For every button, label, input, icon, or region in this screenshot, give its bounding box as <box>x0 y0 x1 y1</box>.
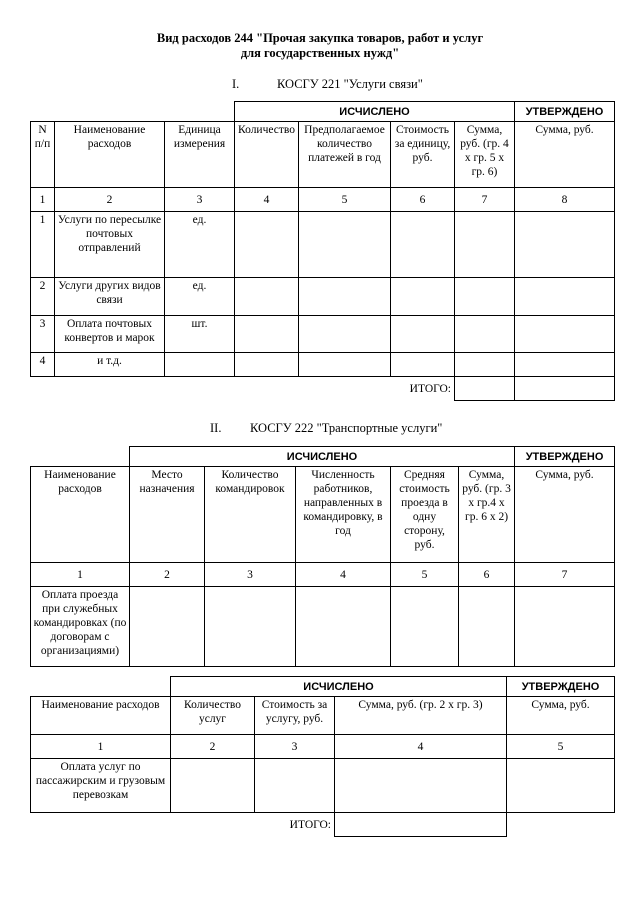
column-number: 4 <box>335 735 507 759</box>
column-header: Количество командировок <box>205 467 296 563</box>
empty-cell <box>296 587 391 667</box>
group-header-approved: УТВЕРЖДЕНО <box>507 677 615 697</box>
column-header: Численность работников, направленных в командировку, в год <box>296 467 391 563</box>
column-number: 6 <box>459 563 515 587</box>
column-number: 3 <box>255 735 335 759</box>
column-number: 4 <box>235 188 299 212</box>
column-header: Количество <box>235 122 299 188</box>
column-number: 5 <box>391 563 459 587</box>
empty-cell <box>515 278 615 316</box>
empty-cell <box>391 353 455 377</box>
form-title-line-1: Вид расходов 244 "Прочая закупка товаров, работ и услуг <box>156 31 484 45</box>
column-number: 3 <box>165 188 235 212</box>
column-header: Средняя стоимость проезда в одну сторону, руб. <box>391 467 459 563</box>
expense-name: Услуги по пересылке почтовых отправлений <box>55 212 165 278</box>
column-number: 1 <box>31 563 130 587</box>
column-header: Сумма, руб. (гр. 4 x гр. 5 x гр. 6) <box>455 122 515 188</box>
total-label: ИТОГО: <box>409 382 451 395</box>
expense-name: Услуги других видов связи <box>55 278 165 316</box>
empty-cell <box>391 212 455 278</box>
row-number: 3 <box>31 316 55 353</box>
table-transport-trips <box>30 446 615 667</box>
column-number: 2 <box>171 735 255 759</box>
column-header: Сумма, руб. <box>507 697 615 735</box>
empty-cell <box>507 759 615 813</box>
column-header: Сумма, руб. (гр. 2 x гр. 3) <box>335 697 507 735</box>
empty-cell <box>130 587 205 667</box>
column-number: 5 <box>507 735 615 759</box>
group-header-approved: УТВЕРЖДЕНО <box>515 447 615 467</box>
row-number: 4 <box>31 353 55 377</box>
empty-cell <box>515 316 615 353</box>
column-header: Стоимость за услугу, руб. <box>255 697 335 735</box>
section-1-number: I. <box>232 77 240 91</box>
column-number: 2 <box>55 188 165 212</box>
total-approved-cell <box>515 377 615 401</box>
column-number: 8 <box>515 188 615 212</box>
column-number: 3 <box>205 563 296 587</box>
form-title-line-2: для государственных нужд" <box>240 46 400 60</box>
column-header: Наименование расходов <box>55 122 165 188</box>
column-header: Наименование расходов <box>31 697 171 735</box>
empty-cell <box>299 353 391 377</box>
empty-cell <box>455 212 515 278</box>
expense-name: и т.д. <box>55 353 165 377</box>
empty-cell <box>515 587 615 667</box>
column-number: 6 <box>391 188 455 212</box>
total-label: ИТОГО: <box>289 818 331 831</box>
column-number: 4 <box>296 563 391 587</box>
empty-cell <box>235 278 299 316</box>
table-row <box>31 212 615 278</box>
empty-cell <box>515 353 615 377</box>
empty-cell <box>235 212 299 278</box>
column-header: Наименование расходов <box>31 467 130 563</box>
empty-cell <box>391 278 455 316</box>
empty-cell <box>299 212 391 278</box>
empty-cell <box>235 316 299 353</box>
column-header: Стоимость за единицу, руб. <box>391 122 455 188</box>
column-header: Сумма, руб. <box>515 467 615 563</box>
expense-name: Оплата услуг по пассажирским и грузовым перевозкам <box>31 759 171 813</box>
column-number: 2 <box>130 563 205 587</box>
table-passenger-freight <box>30 676 615 837</box>
column-number: 7 <box>515 563 615 587</box>
row-number: 1 <box>31 212 55 278</box>
section-1-title: КОСГУ 221 "Услуги связи" <box>277 77 423 91</box>
unit: шт. <box>165 316 235 353</box>
group-header-calculated: ИСЧИСЛЕНО <box>235 102 515 122</box>
empty-cell <box>171 759 255 813</box>
empty-cell <box>459 587 515 667</box>
column-number: 5 <box>299 188 391 212</box>
section-2-title: КОСГУ 222 "Транспортные услуги" <box>250 421 443 435</box>
column-number: 1 <box>31 188 55 212</box>
empty-cell <box>299 316 391 353</box>
empty-cell <box>235 353 299 377</box>
total-sum-cell <box>335 813 507 837</box>
table-communication-services <box>30 101 615 401</box>
empty-cell <box>255 759 335 813</box>
empty-cell <box>455 316 515 353</box>
column-header: Сумма, руб. <box>515 122 615 188</box>
empty-cell <box>391 587 459 667</box>
empty-cell <box>455 353 515 377</box>
column-header: Количество услуг <box>171 697 255 735</box>
empty-cell <box>455 278 515 316</box>
table-row <box>31 278 615 316</box>
expense-name: Оплата почтовых конвертов и марок <box>55 316 165 353</box>
group-header-calculated: ИСЧИСЛЕНО <box>130 447 515 467</box>
group-header-approved: УТВЕРЖДЕНО <box>515 102 615 122</box>
column-header: Предполагаемое количество платежей в год <box>299 122 391 188</box>
empty-cell <box>515 212 615 278</box>
empty-cell <box>205 587 296 667</box>
column-header: N п/п <box>31 122 55 188</box>
row-number: 2 <box>31 278 55 316</box>
section-2-number: II. <box>210 421 222 435</box>
table-row <box>31 759 615 813</box>
column-header: Место назначения <box>130 467 205 563</box>
group-header-calculated: ИСЧИСЛЕНО <box>171 677 507 697</box>
column-header: Сумма, руб. (гр. 3 x гр.4 x гр. 6 x 2) <box>459 467 515 563</box>
unit: ед. <box>165 278 235 316</box>
expense-name: Оплата проезда при служебных командировках (по договорам с организациями) <box>31 587 130 667</box>
column-number: 1 <box>31 735 171 759</box>
empty-cell <box>335 759 507 813</box>
column-header: Единица измерения <box>165 122 235 188</box>
empty-cell <box>299 278 391 316</box>
column-number: 7 <box>455 188 515 212</box>
table-row <box>31 353 615 377</box>
unit <box>165 353 235 377</box>
empty-cell <box>391 316 455 353</box>
total-sum-cell <box>455 377 515 401</box>
unit: ед. <box>165 212 235 278</box>
table-row <box>31 587 615 667</box>
table-row <box>31 316 615 353</box>
